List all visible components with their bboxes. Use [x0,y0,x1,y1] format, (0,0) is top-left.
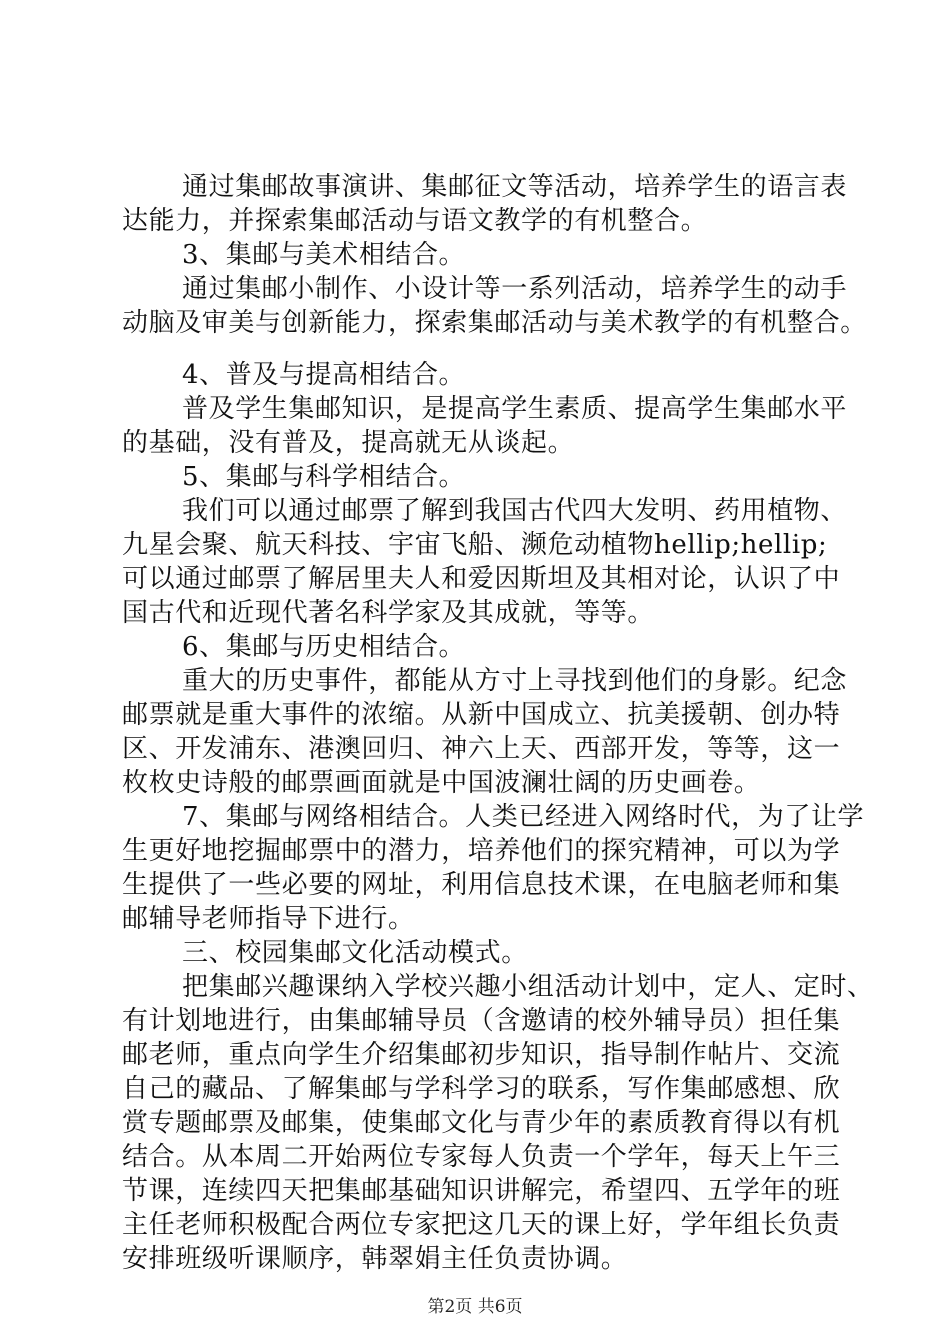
text-line: 的基础，没有普及，提高就无从谈起。 [122,428,575,458]
text-line: 邮老师，重点向学生介绍集邮初步知识，指导制作帖片、交流 [122,1040,841,1070]
text-line: 邮辅导老师指导下进行。 [122,904,415,934]
text-line: 把集邮兴趣课纳入学校兴趣小组活动计划中，定人、定时、 [182,972,874,1002]
text-line: 枚枚史诗般的邮票画面就是中国波澜壮阔的历史画卷。 [122,768,761,798]
text-line: 可以通过邮票了解居里夫人和爱因斯坦及其相对论，认识了中 [122,564,841,594]
text-line: 国古代和近现代著名科学家及其成就，等等。 [122,598,655,628]
text-line: 赏专题邮票及邮集，使集邮文化与青少年的素质教育得以有机 [122,1108,841,1138]
text-line: 生更好地挖掘邮票中的潜力，培养他们的探究精神，可以为学 [122,836,841,866]
text-line: 结合。从本周二开始两位专家每人负责一个学年，每天上午三 [122,1142,841,1172]
text-line: 有计划地进行，由集邮辅导员（含邀请的校外辅导员）担任集 [122,1006,841,1036]
section-heading: 6、集邮与历史相结合。 [182,632,466,662]
text-line: 自己的藏品、了解集邮与学科学习的联系，写作集邮感想、欣 [122,1074,841,1104]
page-number-footer: 第2页 共6页 [427,1297,523,1317]
section-heading: 7、集邮与网络相结合。人类已经进入网络时代，为了让学 [182,802,865,832]
text-line: 重大的历史事件，都能从方寸上寻找到他们的身影。纪念 [182,666,848,696]
text-line: 通过集邮故事演讲、集邮征文等活动，培养学生的语言表 [182,172,848,202]
text-line: 普及学生集邮知识，是提高学生素质、提高学生集邮水平 [182,394,848,424]
text-line: 动脑及审美与创新能力，探索集邮活动与美术教学的有机整合。 [122,308,867,338]
text-line: 我们可以通过邮票了解到我国古代四大发明、药用植物、 [182,496,848,526]
text-line: 主任老师积极配合两位专家把这几天的课上好，学年组长负责 [122,1210,841,1240]
text-line: 达能力，并探索集邮活动与语文教学的有机整合。 [122,206,708,236]
text-line: 区、开发浦东、港澳回归、神六上天、西部开发，等等，这一 [122,734,841,764]
section-heading: 5、集邮与科学相结合。 [182,462,466,492]
text-line: 九星会聚、航天科技、宇宙飞船、濒危动植物hellip;hellip; [122,530,828,560]
section-heading: 4、普及与提高相结合。 [182,360,466,390]
text-line: 安排班级听课顺序，韩翠娟主任负责协调。 [122,1244,628,1274]
text-line: 生提供了一些必要的网址，利用信息技术课，在电脑老师和集 [122,870,841,900]
text-line: 邮票就是重大事件的浓缩。从新中国成立、抗美援朝、创办特 [122,700,841,730]
text-line: 节课，连续四天把集邮基础知识讲解完，希望四、五学年的班 [122,1176,841,1206]
section-heading: 3、集邮与美术相结合。 [182,240,466,270]
section-heading: 三、校园集邮文化活动模式。 [182,938,528,968]
text-line: 通过集邮小制作、小设计等一系列活动，培养学生的动手 [182,274,848,304]
